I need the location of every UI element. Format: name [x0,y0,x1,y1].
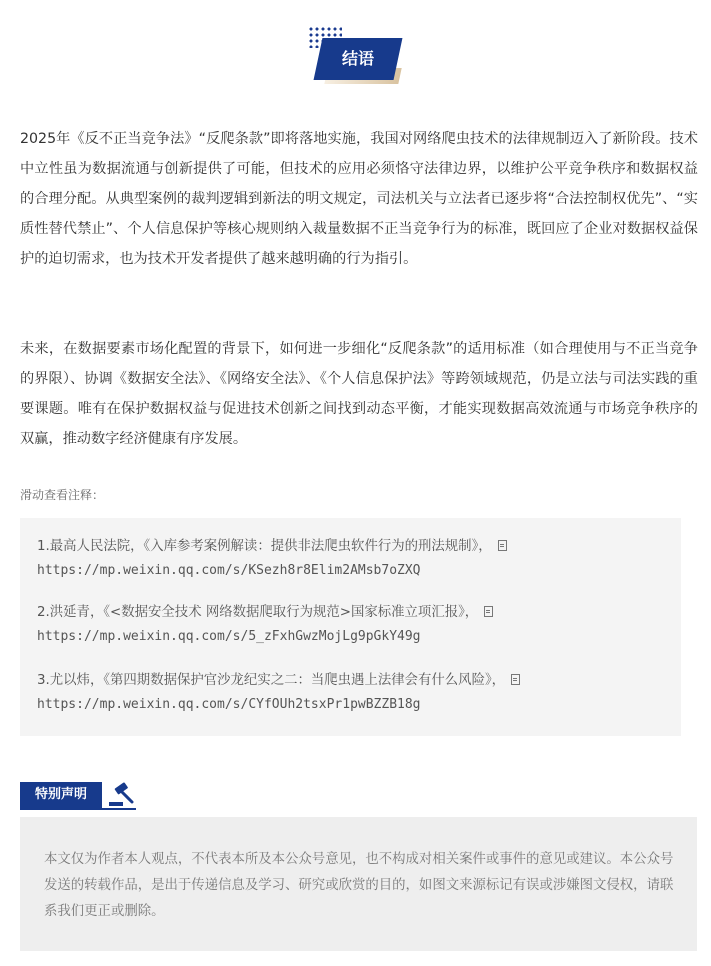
paragraph-1: 2025年《反不正当竞争法》“反爬条款”即将落地实施，我国对网络爬虫技术的法律规制迈入了新阶段。技术中立性虽为数据流通与创新提供了可能，但技术的应用必须恪守法律边界，以维护公平竞争秩序和数据权益的合理分配。从典型案例的裁判逻辑到新法的明文规定，司法机关与立法者已逐步将“合法控制权优先”、“实质性替代禁止”、个人信息保护等核心规则纳入裁量数据不正当竞争行为的标准，既回应了企业对数据权益保护的迫切需求，也为技术开发者提供了越来越明确的行为指引。 [20,131,698,267]
declaration-box [20,817,697,951]
document-icon [498,540,507,551]
declaration-text: 本文仅为作者本人观点，不代表本所及本公众号意见，也不构成对相关案件或事件的意见或建议。本公众号发送的转载作品，是出于传递信息及学习、研究或欣赏的目的，如图文来源标记有误或涉嫌图文侵权，请联系我们更正或删除。 [44,852,674,919]
note-item [37,669,677,717]
gavel-icon [106,782,138,810]
note-item [37,601,677,649]
section-title: 结语 [341,49,374,68]
declaration-title: 特别声明 [20,782,102,808]
note-text: 1.最高人民法院，《入库参考案例解读：提供非法爬虫软件行为的刑法规制》， [37,539,492,554]
document-icon [484,606,493,617]
declaration-underline [20,808,136,810]
note-text: 3.尤以炜，《第四期数据保护官沙龙纪实之二：当爬虫遇上法律会有什么风险》， [37,673,506,688]
note-link[interactable]: https://mp.weixin.qq.com/s/CYfOUh2tsxPr1pwBZZB18g [37,697,421,712]
note-text: 2.洪延青，《<数据安全技术 网络数据爬取行为规范>国家标准立项汇报》， [37,605,479,620]
notes-label: 滑动查看注释： [20,488,105,502]
note-link[interactable]: https://mp.weixin.qq.com/s/KSezh8r8Elim2AMsb7oZXQ [37,563,421,578]
paragraph-2: 未来，在数据要素市场化配置的背景下，如何进一步细化“反爬条款”的适用标准（如合理使用与不正当竞争的界限）、协调《数据安全法》、《网络安全法》、《个人信息保护法》等跨领域规范，仍是立法与司法实践的重要课题。唯有在保护数据权益与促进技术创新之间找到动态平衡，才能实现数据高效流通与市场竞争秩序的双赢，推动数字经济健康有序发展。 [20,341,698,447]
note-item [37,535,677,583]
note-link[interactable]: https://mp.weixin.qq.com/s/5_zFxhGwzMojLg9pGkY49g [37,629,421,644]
notes-box[interactable] [20,518,681,736]
document-icon [511,674,520,685]
section-heading [300,22,410,92]
